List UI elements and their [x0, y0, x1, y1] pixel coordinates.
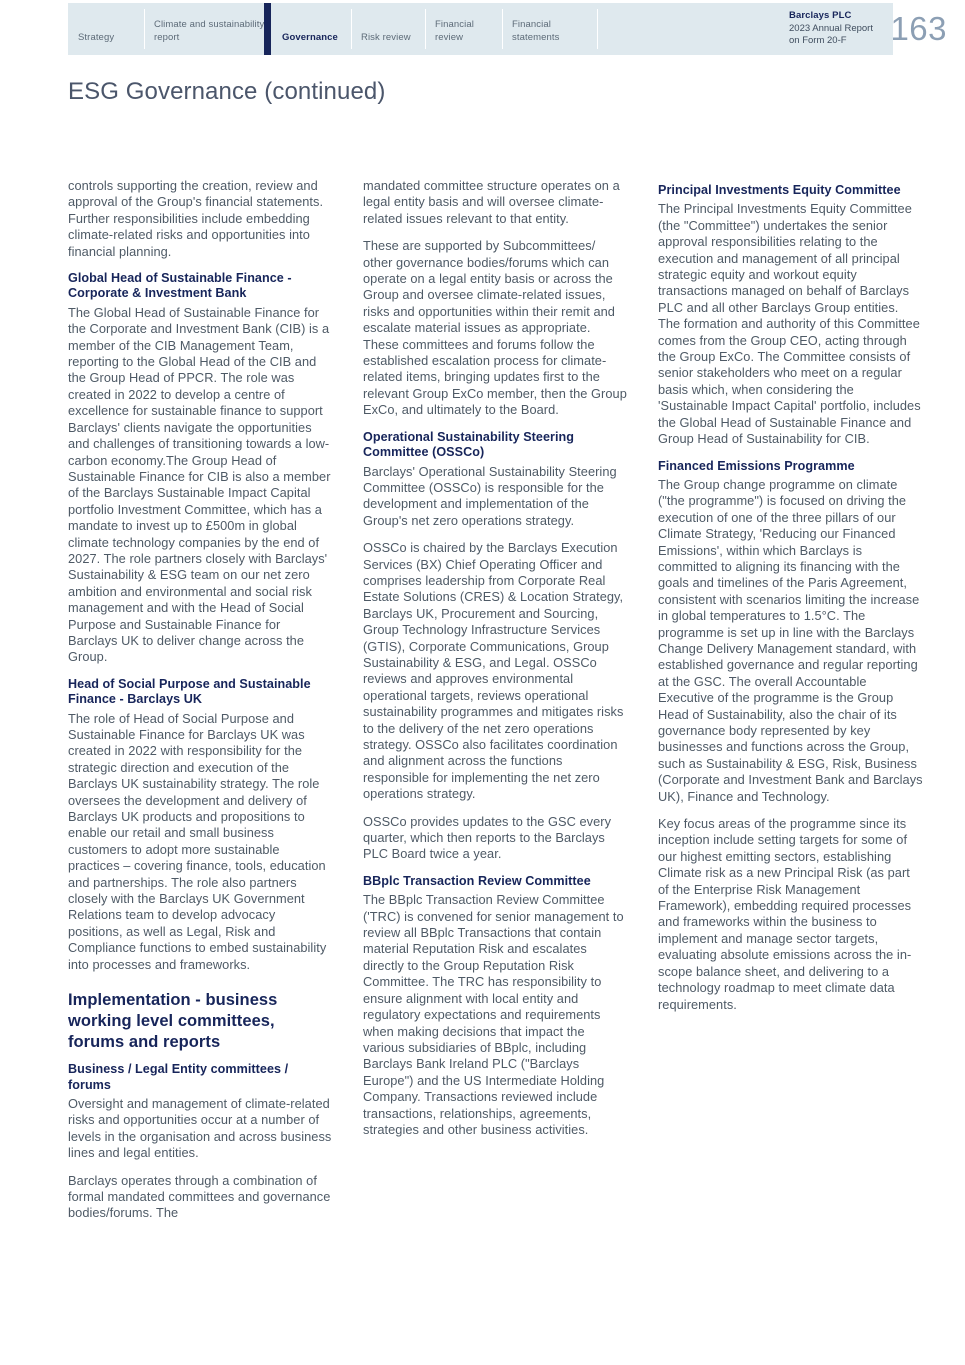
- sub-heading: Principal Investments Equity Committee: [658, 183, 901, 197]
- tab-climate-and-sustainability-report-label: Climate and sustainability report: [154, 19, 265, 43]
- sub-heading: Global Head of Sustainable Finance - Corporate & Investment Bank: [68, 271, 292, 301]
- body-paragraph: The Principal Investments Equity Committee (the "Committee") undertakes the senior approval responsibilities relating to the execution and management of all principal strategic equity and workout equity transactions managed on behalf of Barclays PLC and all other Barclays Group entities. The formation and authority of this Committee comes from the Group CEO, acting through the Group ExCo. The Committee consists of senior stakeholders who meet on a regular basis which, when considering the 'Sustainable Impact Capital' portfolio, includes the Global Head of Sustainable Finance and Group Head of Sustainability for CIB.: [658, 201, 921, 447]
- body-paragraph: The role of Head of Social Purpose and Sustainable Finance for Barclays UK was created in 2022 with responsibility for the strategic direction and execution of the Barclays UK sustainability strategy. The role oversees the development and delivery of Barclays UK products and propositions to enable our retail and small business customers to adopt more sustainable practices – covering finance, tools, education and partnerships. The role also partners closely with the Barclays UK Government Relations team to develop advocacy positions, as well as Legal, Risk and Compliance functions to embed sustainability into processes and frameworks.: [68, 710, 327, 972]
- sub-heading: Operational Sustainability Steering Committee (OSSCo): [363, 429, 574, 460]
- column-2: [363, 178, 628, 1233]
- tab-financial-statements-label: Financial statements: [512, 19, 560, 43]
- body-paragraph: Oversight and management of climate-related risks and opportunities occur at a number of levels in the organisation and across business lines and legal entities.: [68, 1095, 332, 1161]
- column-3: [658, 178, 923, 1233]
- section-tab-bar: [68, 3, 893, 55]
- body-paragraph: OSSCo is chaired by the Barclays Execution Services (BX) Chief Operating Officer and comprises leadership from Corporate Real Estate Solutions (CRES) & Location Strategy, Barclays UK, Procurement and Sourcing, Group Technology Infrastructure Services (GTIS), Corporate Communications, Group Sustainability & ESG, and Legal. OSSCo reviews and approves environmental operational targets, reviews operational sustainability programmes and mitigates risks to the delivery of the net zero operations strategy. OSSCo also facilitates coordination and alignment across the functions responsible for implementing the net zero operations strategy.: [363, 540, 624, 802]
- tab-governance-label: Governance: [282, 31, 338, 43]
- body-paragraph: controls supporting the creation, review and approval of the Group's financial statements. Further responsibilities include embedding climate-related risks and opportunities into financial planning.: [68, 178, 324, 259]
- report-title-line-2: on Form 20-F: [789, 35, 847, 47]
- body-paragraph: The Global Head of Sustainable Finance for the Corporate and Investment Bank (CIB) is a member of the CIB Management Team, reporting to the Global Head of the CIB and the Group Head of PPCR. The role was created in 2022 to develop a centre of excellence for sustainable finance to support Barclays' clients navigate the opportunities and challenges of transitioning towards a low-carbon economy.The Group Head of Sustainable Finance for CIB is also a member of the Barclays Sustainable Impact Capital portfolio Investment Committee, which has a mandate to invest up to £500m in global climate technology companies by the end of 2027. The role partners closely with Barclays' Sustainability & ESG team on our net zero ambition and environmental and social risk management and with the Head of Social Purpose and Sustainable Finance for Barclays UK to deliver change across the Group.: [68, 304, 331, 665]
- body-paragraph: The Group change programme on climate ("the programme") is focused on driving the execution of one of the three pillars of our Climate Strategy, 'Reducing our Financed Emissions', within which Barclays is committed to aligning its financing with the goals and timelines of the Paris Agreement, consistent with scenarios limiting the increase in global temperatures to 1.5°C. The programme is set up in line with the Barclays Change Delivery Management standard, with established governance and regular reporting at the GSC. The overall Accountable Executive of the programme is the Group Head of Sustainability, also the chair of its governance body represented by key businesses and functions across the Group, such as Sustainability & ESG, Risk, Business (Corporate and Investment Bank and Barclays UK), Finance and Technology.: [658, 476, 923, 804]
- tab-climate-and-sustainability-report[interactable]: [144, 3, 266, 55]
- body-paragraph: mandated committee structure operates on a legal entity basis and will oversee climate-related issues relevant to that entity.: [363, 178, 620, 226]
- body-paragraph: OSSCo provides updates to the GSC every quarter, which then reports to the Barclays PLC Board twice a year.: [363, 813, 612, 862]
- sub-heading: BBplc Transaction Review Committee: [363, 873, 591, 888]
- page-number: 163: [890, 10, 947, 47]
- report-identification: [789, 10, 893, 48]
- tab-financial-review[interactable]: [425, 3, 502, 55]
- tab-financial-review-label: Financial review: [435, 19, 474, 43]
- tab-strategy-label: Strategy: [78, 31, 115, 43]
- body-paragraph: Barclays' Operational Sustainability Steering Committee (OSSCo) is responsible for the development and implementation of the Group's net zero operations strategy.: [363, 463, 617, 528]
- column-1: [68, 178, 333, 1233]
- body-paragraph: These are supported by Subcommittees/ other governance bodies/forums which can operate on a legal entity basis or across the Group and oversee climate-related issues, risks and opportunities within their remit and escalate material issues as appropriate. These committees and forums follow the established escalation process for climate-related items, bringing updates first to the relevant Group ExCo member, then the Group ExCo, and ultimately to the Board.: [363, 238, 627, 418]
- sub-heading: Head of Social Purpose and Sustainable Finance - Barclays UK: [68, 676, 311, 707]
- tab-risk-review[interactable]: [351, 3, 425, 55]
- body-paragraph: Barclays operates through a combination of formal mandated committees and governance bodies/forums. The: [68, 1172, 331, 1221]
- page-title: ESG Governance (continued): [68, 78, 386, 106]
- tab-risk-review-label: Risk review: [361, 31, 411, 43]
- tab-financial-statements[interactable]: [502, 3, 597, 55]
- section-heading: Implementation - business working level committees, forums and reports: [68, 991, 278, 1052]
- sub-heading: Business / Legal Entity committees / forums: [68, 1062, 289, 1092]
- body-columns: [68, 178, 923, 1233]
- tab-strategy[interactable]: [68, 3, 144, 55]
- body-paragraph: The BBplc Transaction Review Committee ('TRC) is convened for senior management to review all BBplc Transactions that contain material Reputation Risk and escalates directly to the Group Reputation Risk Committee. The TRC has responsibility to ensure alignment with local entity and regulatory expectations and requirements when making decisions that impact the various subsidiaries of BBplc, including Barclays Bank Ireland PLC ("Barclays Europe") and the US Intermediate Holding Company. Transactions reviewed include transactions, relationships, agreements, strategies and other business activities.: [363, 892, 624, 1137]
- body-paragraph: Key focus areas of the programme since its inception include setting targets for some of our highest emitting sectors, establishing Climate risk as a new Principal Risk (as part of the Enterprise Risk Management Framework), embedding required processes and frameworks within the business to implement and manage sector targets, evaluating absolute emissions across the in-scope balance sheet, and delivering to a technology roadmap to meet climate data requirements.: [658, 816, 912, 1012]
- tab-governance[interactable]: [266, 3, 351, 55]
- report-brand: Barclays PLC: [789, 10, 852, 21]
- sub-heading: Financed Emissions Programme: [658, 458, 855, 473]
- report-title-line-1: 2023 Annual Report: [789, 22, 873, 34]
